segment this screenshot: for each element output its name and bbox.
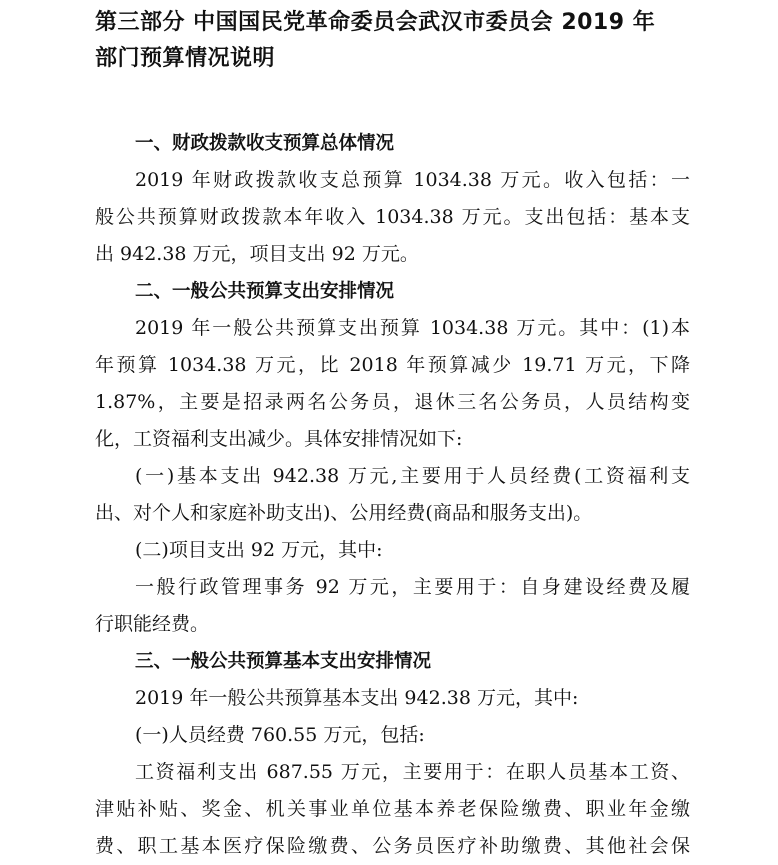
paragraph-line: 出 942.38 万元，项目支出 92 万元。 (95, 243, 419, 265)
paragraph-line: 一般行政管理事务 92 万元，主要用于：自身建设经费及履 (135, 576, 690, 598)
paragraph-line: 2019 年一般公共预算基本支出 942.38 万元，其中: (135, 687, 579, 709)
document-title (95, 5, 735, 77)
paragraph-line: 行职能经费。 (95, 613, 210, 635)
paragraph-line: 费、职工基本医疗保险缴费、公务员医疗补助缴费、其他社会保 (95, 835, 690, 857)
paragraph-line: 1.87%，主要是招录两名公务员，退休三名公务员，人员结构变 (95, 391, 690, 413)
section-heading-3: 三、一般公共预算基本支出安排情况 (135, 651, 432, 672)
title-line-1: 第三部分 中国国民党革命委员会武汉市委员会 2019 年 (95, 10, 656, 35)
section-heading-1: 一、财政拨款收支预算总体情况 (135, 133, 395, 154)
paragraph-line: 般公共预算财政拨款本年收入 1034.38 万元。支出包括：基本支 (95, 206, 690, 228)
title-line-2: 部门预算情况说明 (95, 46, 276, 71)
document-body (95, 125, 690, 865)
paragraph-line: (一)基本支出 942.38 万元,主要用于人员经费(工资福利支 (135, 465, 690, 487)
paragraph-line: 年预算 1034.38 万元，比 2018 年预算减少 19.71 万元，下降 (95, 354, 690, 376)
paragraph-line: (二)项目支出 92 万元，其中: (135, 539, 383, 561)
paragraph-line: 2019 年一般公共预算支出预算 1034.38 万元。其中：(1)本 (135, 317, 690, 339)
paragraph-line: 工资福利支出 687.55 万元，主要用于：在职人员基本工资、 (135, 761, 690, 783)
paragraph-line: 化，工资福利支出减少。具体安排情况如下: (95, 428, 463, 450)
paragraph-line: 出、对个人和家庭补助支出)、公用经费(商品和服务支出)。 (95, 502, 593, 524)
paragraph-line: 津贴补贴、奖金、机关事业单位基本养老保险缴费、职业年金缴 (95, 798, 690, 820)
paragraph-line: (一)人员经费 760.55 万元，包括: (135, 724, 425, 746)
paragraph-line: 2019 年财政拨款收支总预算 1034.38 万元。收入包括：一 (135, 169, 690, 191)
section-heading-2: 二、一般公共预算支出安排情况 (135, 281, 395, 302)
